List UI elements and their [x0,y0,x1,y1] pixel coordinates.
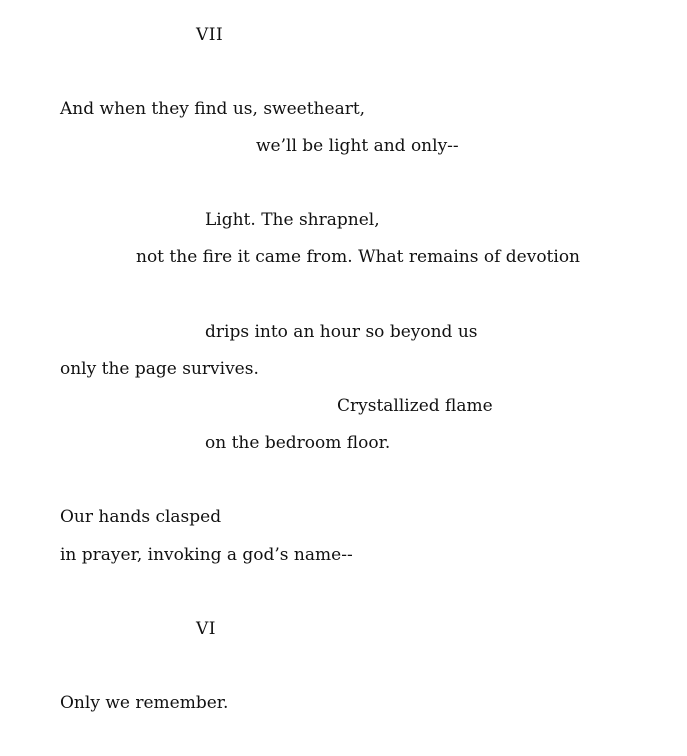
poem-line: on the bedroom floor. [205,433,391,453]
poem-line: in prayer, invoking a god’s name-- [60,545,353,565]
poem-line: drips into an hour so beyond us [205,322,478,342]
poem-line: And when they find us, sweetheart, [60,99,366,119]
poem-line: Our hands clasped [60,507,222,527]
poem-line: we’ll be light and only-- [256,136,459,156]
poem-line: only the page survives. [60,359,259,379]
section-numeral-vii: VII [196,25,224,45]
section-numeral-vi: VI [196,619,216,639]
poem-line: not the fire it came from. What remains of devotion [136,247,581,267]
poem-line: Light. The shrapnel, [205,210,380,230]
poem-line: Crystallized flame [337,396,493,416]
poem-line: Only we remember. [60,693,229,713]
